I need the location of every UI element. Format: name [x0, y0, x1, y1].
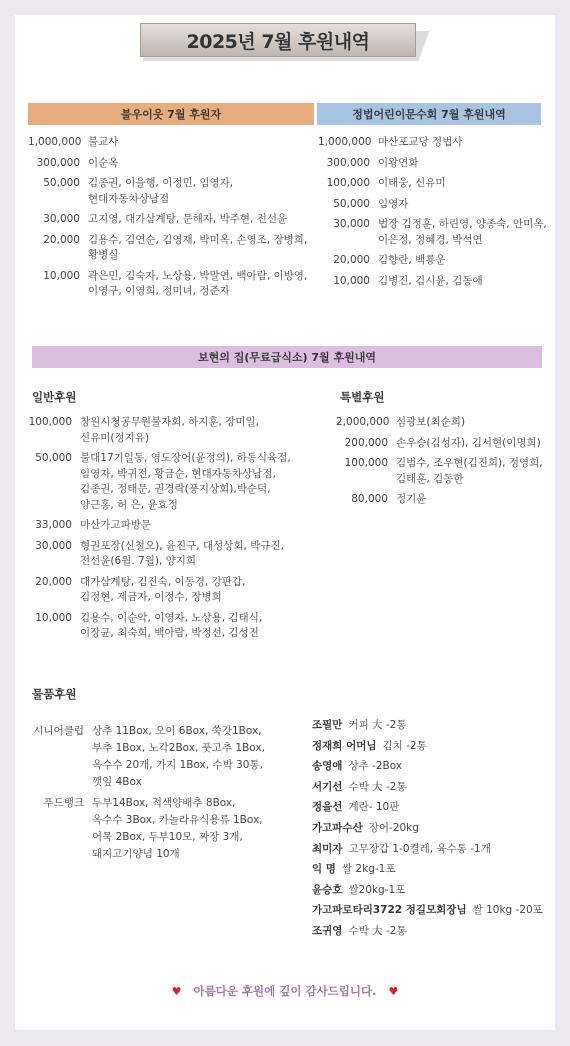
- donation-amount: 300,000: [326, 156, 370, 169]
- goods-donor-name: 익 명: [312, 863, 336, 876]
- goods-donor-item: 수박 大 -2통: [348, 780, 407, 793]
- goods-donor-row: [312, 759, 552, 774]
- needy-neighbors-list: [28, 135, 318, 305]
- goods-donor-name: 조필만: [312, 719, 343, 731]
- donor-names: 임영자: [378, 197, 409, 210]
- donation-amount: 10,000: [333, 274, 370, 287]
- goods-donor-row: [312, 883, 552, 898]
- donation-amount: 100,000: [326, 177, 370, 189]
- goods-group-items: 두부14Box, 적색양배추 8Box, 옥수수 3Box, 카놀라유식용류 1Box, 어묵 2Box, 두부10모, 짜장 3개, 돼지고기양념 10개: [92, 797, 263, 860]
- goods-group: [30, 723, 310, 791]
- general-support-list: [28, 415, 328, 647]
- donor-names: 이순옥: [88, 156, 119, 169]
- goods-donor-item: 고무장갑 1-0켤레, 육수통 -1개: [348, 842, 491, 855]
- section-header-needy-neighbors: 불우이웃 7월 후원자: [28, 103, 314, 125]
- goods-donor-item: 커피 大 -2통: [348, 719, 407, 731]
- donor-names: 이왕연화: [378, 156, 419, 169]
- donation-amount: 300,000: [36, 156, 80, 169]
- donation-row: [28, 156, 318, 172]
- donor-names: 심광보(최순희): [396, 416, 466, 428]
- goods-donor-item: 계란- 10판: [348, 801, 400, 814]
- donor-names: 불교사: [88, 136, 119, 148]
- donation-row: [318, 217, 558, 248]
- donor-names: 김병진, 김시윤, 김동애: [378, 274, 483, 287]
- donation-row: [28, 518, 328, 534]
- donation-row: [336, 415, 558, 431]
- thanks-text: 아름다운 후원에 깊이 감사드립니다.: [193, 984, 377, 998]
- donation-amount: 1,000,000: [318, 136, 372, 148]
- donation-amount: 100,000: [344, 457, 388, 469]
- donation-row: [28, 611, 328, 642]
- donor-names: 손우승(김성자), 김서현(이명희): [396, 436, 541, 449]
- donation-row: [336, 492, 558, 508]
- goods-donor-row: [312, 862, 552, 877]
- goods-donor-row: [312, 903, 552, 918]
- goods-donor-row: [312, 800, 552, 815]
- donor-names: 김향란, 백룡운: [378, 254, 446, 266]
- donor-names: 정기윤: [396, 493, 427, 505]
- donation-row: [318, 274, 558, 290]
- goods-donor-name: 서기선: [312, 780, 343, 793]
- donation-row: [318, 135, 558, 151]
- heart-icon: ♥: [171, 985, 182, 998]
- donation-row: [318, 156, 558, 172]
- donation-row: [28, 212, 318, 228]
- donation-amount: 100,000: [28, 416, 72, 428]
- donation-amount: 20,000: [333, 254, 370, 266]
- goods-donor-row: [312, 924, 552, 939]
- donor-names: 김용수, 이순악, 이영자, 노상용, 김태식, 이장균, 최숙희, 백아람, 박정선, 김성진: [80, 611, 263, 639]
- goods-donor-row: [312, 739, 552, 754]
- donation-amount: 50,000: [43, 177, 80, 189]
- goods-donor-item: 쌀 10kg -20포: [472, 904, 543, 917]
- donor-names: 김종권, 이을행, 이정민, 임영자, 현대자동차상남점: [88, 177, 234, 205]
- donor-names: 김범수, 조우현(김진희), 정영희, 김태훈, 김동한: [396, 457, 543, 485]
- donation-amount: 30,000: [35, 539, 72, 552]
- donation-row: [28, 575, 328, 606]
- goods-donor-row: [312, 842, 552, 857]
- goods-donor-name: 가고파수산: [312, 821, 363, 834]
- donation-row: [28, 539, 328, 570]
- goods-donor-row: [312, 821, 552, 836]
- goods-donor-item: 상추 -2Box: [348, 760, 403, 773]
- goods-donor-item: 김치 -2통: [382, 739, 427, 752]
- goods-donor-row: [312, 718, 552, 733]
- donor-names: 창원시청공무원불자회, 하지훈, 장미일, 신유미(정지유): [80, 416, 259, 444]
- donation-row: [28, 415, 328, 446]
- donation-amount: 1,000,000: [28, 136, 82, 148]
- page-title: 2025년 7월 후원내역: [140, 23, 416, 57]
- donation-row: [336, 456, 558, 487]
- goods-groups: [30, 723, 310, 867]
- donation-amount: 20,000: [35, 575, 72, 588]
- donor-names: 마산가고파방문: [80, 519, 152, 531]
- goods-donor-row: [312, 780, 552, 795]
- donation-amount: 30,000: [333, 218, 370, 230]
- goods-donor-name: 윤승호: [312, 883, 343, 896]
- donation-amount: 2,000,000: [336, 416, 390, 428]
- donation-amount: 50,000: [333, 197, 370, 210]
- goods-donor-name: 정을선: [312, 801, 343, 814]
- donation-row: [318, 197, 558, 213]
- donation-row: [28, 233, 318, 264]
- goods-donors-list: [312, 718, 552, 945]
- goods-donor-name: 송영애: [312, 760, 343, 773]
- donor-names: 김용수, 김연순, 김영재, 박미옥, 손영조, 장병희, 황병실: [88, 233, 308, 261]
- donation-amount: 200,000: [344, 436, 388, 449]
- donor-names: 불대17기일동, 영도장어(윤정의), 하동식육점, 임영자, 박귀전, 황금순, 현대자동차상남점, 김종권, 정태문, 권경락(풍지상회),박순덕, 양근홍, 허 은, 윤효정: [80, 452, 291, 511]
- general-support-heading: 일반후원: [32, 390, 77, 404]
- donation-amount: 20,000: [43, 233, 80, 246]
- donation-row: [318, 176, 558, 192]
- goods-donor-item: 쌀20kg-1포: [348, 883, 406, 896]
- donation-amount: 50,000: [35, 452, 72, 464]
- thanks-message: [0, 983, 570, 999]
- donation-row: [28, 135, 318, 151]
- donor-names: 형권포장(신철오), 윤진구, 대성상회, 박규진, 전선윤(6월. 7월), 양지희: [80, 539, 284, 567]
- donor-names: 법장 김정훈, 하린영, 양종숙, 안미옥, 이은정, 정혜경, 박석연: [378, 218, 547, 246]
- donation-amount: 80,000: [351, 493, 388, 505]
- goods-donor-name: 정재희 어머님: [312, 739, 377, 752]
- goods-donor-name: 최미자: [312, 842, 343, 855]
- goods-group-name: 푸드뱅크: [43, 797, 84, 809]
- children-munsu-list: [318, 135, 558, 294]
- goods-donor-item: 쌀 2kg-1포: [341, 863, 396, 876]
- donor-names: 고지영, 대가삼계탕, 문해자, 박주현, 전선윤: [88, 213, 288, 225]
- special-support-heading: 특별후원: [340, 390, 385, 404]
- donation-amount: 33,000: [35, 519, 72, 531]
- donation-amount: 10,000: [43, 269, 80, 282]
- heart-icon: ♥: [388, 985, 399, 998]
- donor-names: 곽은민, 김숙자, 노상용, 박말연, 백아람, 이방영, 이영구, 이영희, 정미녀, 정준자: [88, 269, 308, 297]
- goods-donor-item: 수박 大 -2통: [348, 924, 407, 937]
- donation-row: [28, 269, 318, 300]
- goods-group-name: 시니어클럽: [33, 725, 84, 737]
- donor-names: 이태웅, 신유미: [378, 177, 446, 189]
- goods-donor-item: 장어-20kg: [368, 821, 419, 834]
- goods-donor-name: 가고파로타리3722 정길모회장님: [312, 904, 467, 917]
- section-header-children-munsu: 정법어린이문수회 7월 후원내역: [317, 103, 541, 125]
- goods-group: [30, 795, 310, 863]
- donation-row: [336, 436, 558, 452]
- donation-amount: 30,000: [43, 213, 80, 225]
- goods-donor-name: 조귀영: [312, 924, 343, 937]
- donation-row: [28, 176, 318, 207]
- title-banner: [140, 23, 416, 61]
- goods-group-items: 상추 11Box, 오이 6Box, 쑥갓1Box, 부추 1Box, 노각2Box, 풋고추 1Box, 옥수수 20개, 가지 1Box, 수박 30통, 깻잎 4Box: [92, 725, 265, 788]
- section-header-bohyeon-house: 보현의 집(무료급식소) 7월 후원내역: [32, 346, 542, 368]
- donation-amount: 10,000: [35, 611, 72, 624]
- donation-row: [28, 451, 328, 513]
- donor-names: 대가삼계탕, 김진숙, 이동경, 강판갑, 김정현, 제금자, 이정수, 장병희: [80, 575, 246, 603]
- donor-names: 마산포교당 정법사: [378, 136, 463, 148]
- special-support-list: [336, 415, 558, 513]
- donation-row: [318, 253, 558, 269]
- goods-support-heading: 물품후원: [32, 687, 77, 701]
